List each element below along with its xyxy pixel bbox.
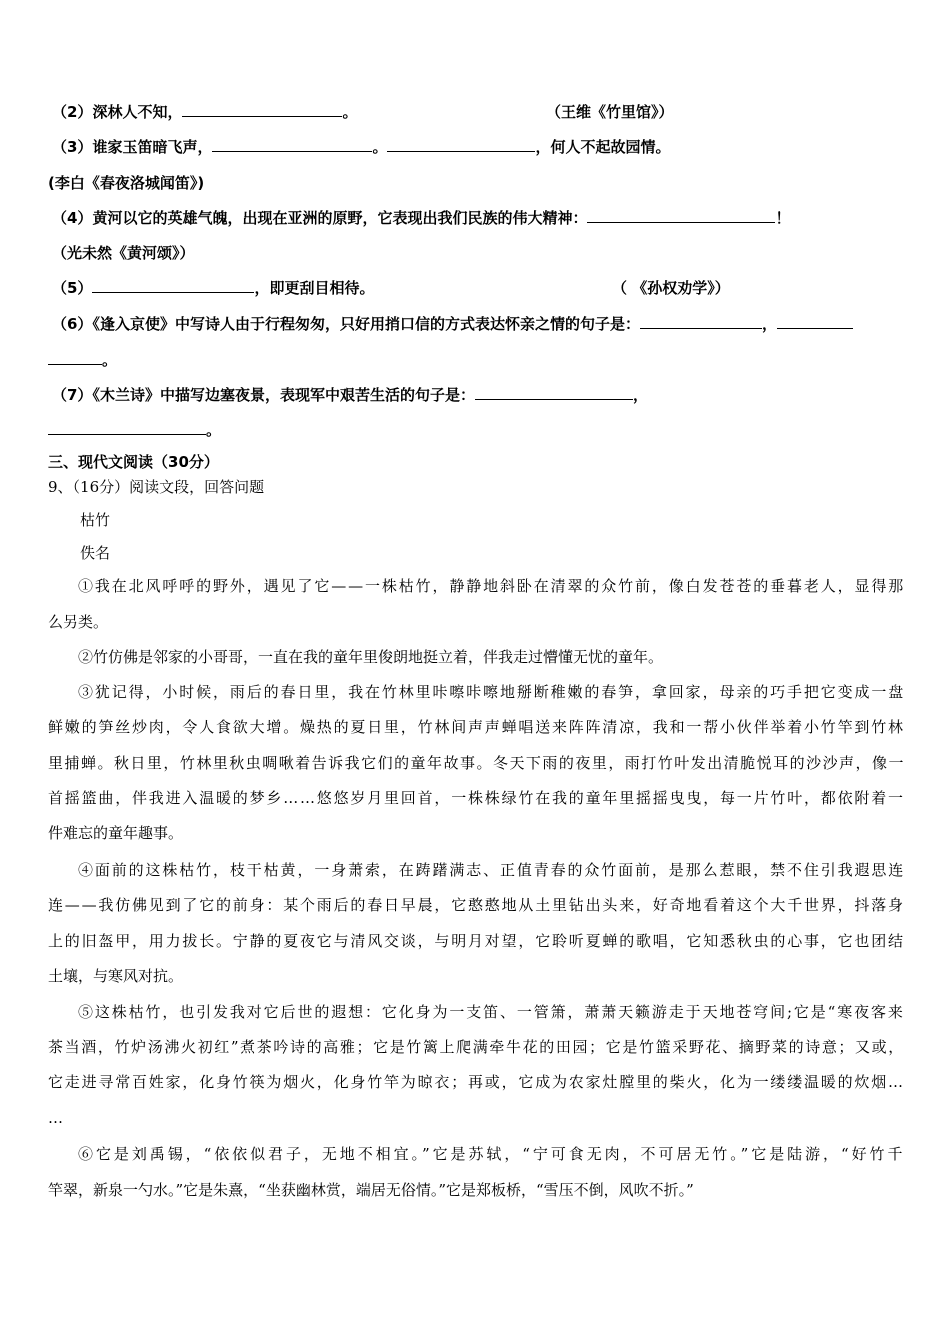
punctuation: 。: [372, 138, 388, 156]
paragraph-3-line: 件难忘的童年趣事。: [48, 824, 184, 842]
question-text: ，何人不起故园情。: [535, 138, 671, 156]
paragraph-6-line: ⑥它是刘禹锡，“依依似君子，无地不相宜。”它是苏轼，“宁可食无肉，不可居无竹。”它是陆游，“好竹千: [78, 1145, 906, 1163]
paragraph-5-line: 它走进寻常百姓家，化身竹筷为烟火，化身竹竿为晾衣；再或，它成为农家灶膛里的柴火，化为一缕缕温暖的炊烟…: [48, 1073, 905, 1091]
source-q5: （ 《孙权劝学》）: [612, 279, 730, 297]
paragraph-4-line: 连——我仿佛见到了它的前身：某个雨后的春日早晨，它憨憨地从土里钻出头来，好奇地看着这个大千世界，抖落身: [48, 896, 905, 914]
question-number: （7）: [52, 386, 93, 404]
question-6-continued: [48, 350, 117, 370]
question-5: [52, 278, 374, 298]
answer-blank[interactable]: [48, 350, 102, 365]
question-6: [52, 314, 853, 334]
question-number: （6）: [52, 315, 93, 333]
question-number: （5）: [52, 279, 93, 297]
answer-blank[interactable]: [182, 102, 342, 117]
question-7: [52, 385, 648, 405]
paragraph-3-line: 里捕蝉。秋日里，竹林里秋虫啁啾着告诉我它们的童年故事。冬天下雨的夜里，雨打竹叶发出清脆悦耳的沙沙声，像一: [48, 754, 905, 772]
punctuation: 。: [342, 103, 358, 121]
answer-blank[interactable]: [777, 314, 853, 329]
paragraph-4-line: ④面前的这株枯竹，枝干枯黄，一身萧索，在踌躇满志、正值青春的众竹面前，是那么惹眼，禁不住引我遐思连: [78, 861, 906, 879]
question-text: 《木兰诗》中描写边塞夜景，表现军中艰苦生活的句子是：: [92, 386, 475, 404]
paragraph-4-line: 上的旧盔甲，用力拔长。宁静的夏夜它与清风交谈，与明月对望，它聆听夏蝉的歌唱，它知悉秋虫的心事，它也团结: [48, 932, 905, 950]
question-text: 《逢入京使》中写诗人由于行程匆匆，只好用捎口信的方式表达怀亲之情的句子是：: [92, 315, 640, 333]
source-q3: (李白《春夜洛城闻笛》): [48, 174, 205, 192]
question-4: [52, 208, 790, 228]
source-q2: （王维《竹里馆》）: [546, 103, 674, 121]
answer-blank[interactable]: [640, 314, 762, 329]
punctuation: 。: [206, 421, 222, 439]
paragraph-3-line: 鲜嫩的笋丝炒肉，令人食欲大增。燥热的夏日里，竹林间声声蝉唱送来阵阵清凉，我和一帮小伙伴举着小竹竿到竹林: [48, 718, 905, 736]
question-7-continued: [48, 420, 221, 440]
answer-blank[interactable]: [387, 137, 535, 152]
answer-blank[interactable]: [212, 137, 372, 152]
answer-blank[interactable]: [92, 278, 254, 293]
paragraph-5-line: …: [48, 1109, 63, 1127]
passage-author: 佚名: [80, 544, 111, 562]
paragraph-3-line: 首摇篮曲，伴我进入温暖的梦乡……悠悠岁月里回首，一株株绿竹在我的童年里摇摇曳曳，每一片竹叶，都依附着一: [48, 789, 905, 807]
answer-blank[interactable]: [475, 385, 633, 400]
answer-blank[interactable]: [48, 420, 206, 435]
question-3: [52, 137, 670, 157]
punctuation: ！: [775, 209, 791, 227]
question-number: （2）: [52, 103, 93, 121]
question-text: ，即更刮目相待。: [254, 279, 375, 297]
paragraph-5-line: 茶当酒，竹炉汤沸火初红”煮茶吟诗的高雅；它是竹篱上爬满牵牛花的田园；它是竹篮采野花、摘野菜的诗意；又或，: [48, 1038, 905, 1056]
paragraph-4-line: 土壤，与寒风对抗。: [48, 967, 184, 985]
question-text: 谁家玉笛暗飞声，: [92, 138, 213, 156]
answer-blank[interactable]: [587, 208, 775, 223]
question-2: [52, 102, 357, 122]
punctuation: ，: [632, 386, 648, 404]
punctuation: 。: [102, 351, 118, 369]
paragraph-6-line: 竿翠，新泉一勺水。”它是朱熹，“坐获幽林赏，端居无俗情。”它是郑板桥，“雪压不倒，风吹不折。”: [48, 1181, 694, 1199]
punctuation: ，: [761, 315, 777, 333]
passage-title: 枯竹: [80, 511, 111, 529]
source-q4: （光未然《黄河颂》）: [52, 244, 195, 262]
question-9-prompt: 9、（16分）阅读文段，回答问题: [48, 478, 265, 496]
section-heading: 三、现代文阅读（30分）: [48, 453, 219, 471]
question-text: 深林人不知，: [92, 103, 183, 121]
paragraph-1-line: ①我在北风呼呼的野外，遇见了它——一株枯竹，静静地斜卧在清翠的众竹前，像白发苍苍的垂暮老人，显得那: [78, 577, 906, 595]
paragraph-2-line: ②竹仿佛是邻家的小哥哥，一直在我的童年里俊朗地挺立着，伴我走过懵懂无忧的童年。: [78, 648, 664, 666]
paragraph-3-line: ③犹记得，小时候，雨后的春日里，我在竹林里咔嚓咔嚓地掰断稚嫩的春笋，拿回家，母亲的巧手把它变成一盘: [78, 683, 906, 701]
paragraph-5-line: ⑤这株枯竹，也引发我对它后世的遐想：它化身为一支笛、一管箫，萧萧天籁游走于天地苍穹间;它是“寒夜客来: [78, 1003, 905, 1021]
question-number: （3）: [52, 138, 93, 156]
question-text: 黄河以它的英雄气魄，出现在亚洲的原野，它表现出我们民族的伟大精神：: [92, 209, 588, 227]
question-number: （4）: [52, 209, 93, 227]
paragraph-1-line: 么另类。: [48, 613, 109, 631]
